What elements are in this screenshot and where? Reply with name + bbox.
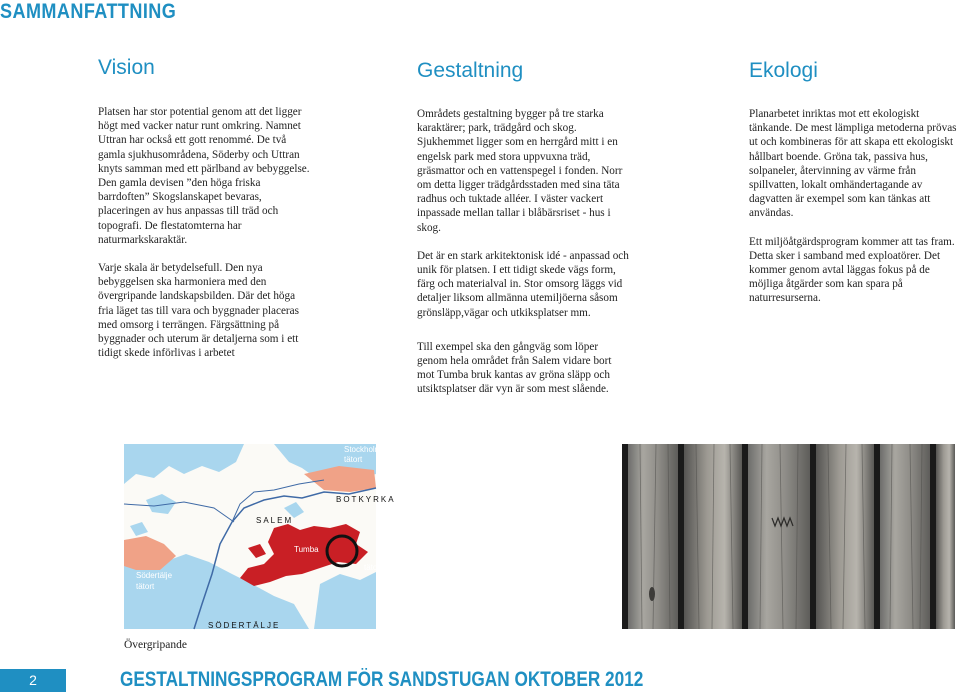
label-botkyrka: BOTKYRKA (336, 495, 396, 504)
vision-title: Vision (98, 56, 155, 79)
gestaltning-title: Gestaltning (417, 59, 524, 82)
vision-text (98, 105, 310, 374)
label-salem: SALEM (256, 516, 294, 525)
ekologi-text (749, 107, 957, 320)
wood-texture-photo (622, 444, 955, 629)
section-heading: SAMMANFATTNING (0, 0, 177, 23)
ekologi-title: Ekologi (749, 59, 818, 82)
footer-title: GESTALTNINGSPROGRAM FÖR SANDSTUGAN OKTOBER 2012 (120, 668, 644, 691)
gestaltning-text (417, 107, 630, 411)
ekologi-paragraph-1: Planarbetet inriktas mot ett ekologiskt tänkande. De mest lämpliga metoderna prövas ut och kombineras för att skapa ett ekologiskt hållbart boende. Gröna tak, passiva hus, solpaneler, återvinning av värme från spillvatten, lokalt omhändertagande av dagvatten är exempel som kan tänkas att användas. (749, 108, 957, 220)
gestaltning-paragraph-1: Områdets gestaltning bygger på tre starka karaktärer; park, trädgård och skog. Sjukhemmet ligger som en herrgård mitt i en engelsk park med stora uppvuxna träd, gräsmattor och en vattenspegel i fonden. Norr om detta ligger trädgårdsstaden med sina täta radhus och tuktade alléer. I väster vackert inpassade mellan tallar i blåbärsriset - hus i skog. (417, 108, 623, 234)
label-tumba: Tumba (294, 545, 319, 554)
gestaltning-paragraph-3: Till exempel ska den gångväg som löper genom hela området från Salem vidare bort mot Tumba bruk kantas av gröna släpp och utsiktsplatser där vyn är som mest slående. (417, 340, 612, 396)
vision-paragraph-1: Platsen har stor potential genom att det ligger högt med vacker natur runt omkring. Namnet Uttran har också ett gott renommé. De två gamla sjukhusområdena, Söderby och Uttran knyts samman med ett pärlband av bebyggelse. Den gamla devisen ”den höga friska barrdoften” Skogslanskapet bevaras, placeringen av hus anpassas till träd och topografi. De flestatomterna har naturmarkskaraktär. (98, 106, 310, 246)
vision-paragraph-2: Varje skala är betydelsefull. Den nya bebyggelsen ska harmoniera med den övergripande landskapsbilden. Där det höga fria läget tas till vara och byggnader placeras med omsorg i terrängen. Färgsättning på byggnader och uterum är detaljerna som i ett tidigt skede införlivas i arbetet (98, 262, 299, 360)
page-number: 2 (0, 669, 66, 692)
label-sodertalje-kommun: SÖDERTÄLJE (208, 621, 281, 630)
label-stockholm: Stockholms tätort (344, 445, 386, 464)
map-caption: Övergripande (124, 639, 188, 651)
overview-map (124, 444, 396, 630)
ekologi-paragraph-2: Ett miljöåtgärdsprogram kommer att tas fram. Detta sker i samband med exploatörer. Det kommer genom avtal läggas fokus på de möjliga åtgärder som kan spara på naturresurserna. (749, 235, 955, 305)
label-sodertalje: Södertälje tätort (136, 571, 173, 591)
label-tatort: tätort (364, 563, 383, 572)
gestaltning-paragraph-2: Det är en stark arkitektonisk idé - anpassad och unik för platsen. I ett tidigt skede vägs form, färg och materialval in. Stor omsorg läggs vid detaljer liksom allmänna utemiljöerna såsom grönsläpp,vägar och utkiksplatser mm. (417, 249, 629, 319)
